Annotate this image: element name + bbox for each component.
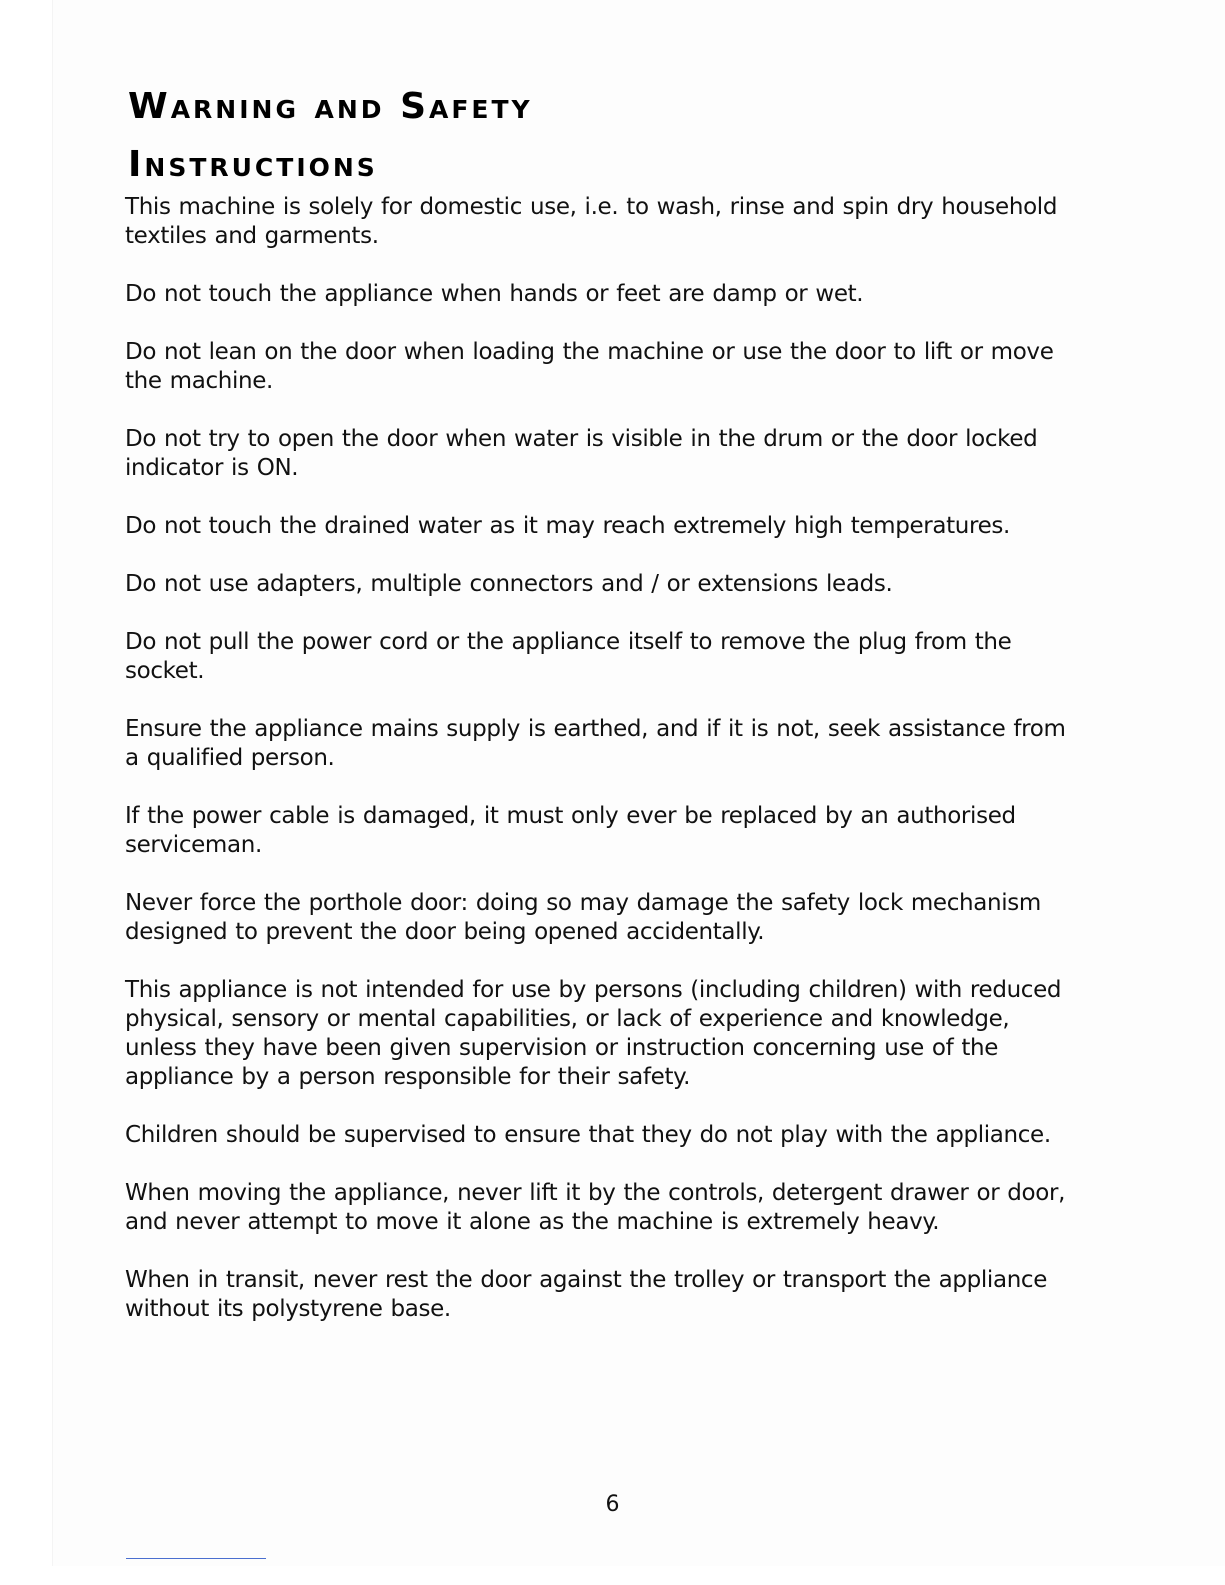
instruction-paragraph: Do not lean on the door when loading the machine or use the door to lift or move the machine. [125, 339, 1054, 394]
safety-instructions-list [125, 193, 1087, 1353]
instruction-paragraph: This machine is solely for domestic use, i.e. to wash, rinse and spin dry household textiles and garments. [125, 194, 1058, 249]
instruction-paragraph: Ensure the appliance mains supply is earthed, and if it is not, seek assistance from a qualified person. [125, 716, 1066, 771]
instruction-paragraph: Do not touch the drained water as it may reach extremely high temperatures. [125, 513, 1011, 539]
instruction-paragraph: Do not touch the appliance when hands or feet are damp or wet. [125, 281, 864, 307]
title-line-2: Instructions [128, 144, 378, 185]
instruction-paragraph: If the power cable is damaged, it must only ever be replaced by an authorised serviceman. [125, 803, 1016, 858]
instruction-paragraph: Do not try to open the door when water is visible in the drum or the door locked indicator is ON. [125, 426, 1038, 481]
title-line-1: Warning and Safety [128, 86, 533, 127]
page-title [128, 78, 533, 194]
instruction-paragraph: Never force the porthole door: doing so may damage the safety lock mechanism designed to prevent the door being opened accidentally. [125, 890, 1041, 945]
instruction-paragraph: When in transit, never rest the door against the trolley or transport the appliance without its polystyrene base. [125, 1267, 1048, 1322]
page-number: 6 [605, 1492, 620, 1517]
instruction-paragraph: This appliance is not intended for use by persons (including children) with reduced physical, sensory or mental capabilities, or lack of experience and knowledge, unless they have been given supervision or instruction concerning use of the appliance by a person responsible for their safety. [125, 977, 1062, 1090]
instruction-paragraph: Do not pull the power cord or the appliance itself to remove the plug from the socket. [125, 629, 1012, 684]
instruction-paragraph: Children should be supervised to ensure that they do not play with the appliance. [125, 1122, 1051, 1148]
footnote-divider [126, 1558, 266, 1559]
instruction-paragraph: Do not use adapters, multiple connectors and / or extensions leads. [125, 571, 893, 597]
instruction-paragraph: When moving the appliance, never lift it by the controls, detergent drawer or door, and never attempt to move it alone as the machine is extremely heavy. [125, 1180, 1066, 1235]
